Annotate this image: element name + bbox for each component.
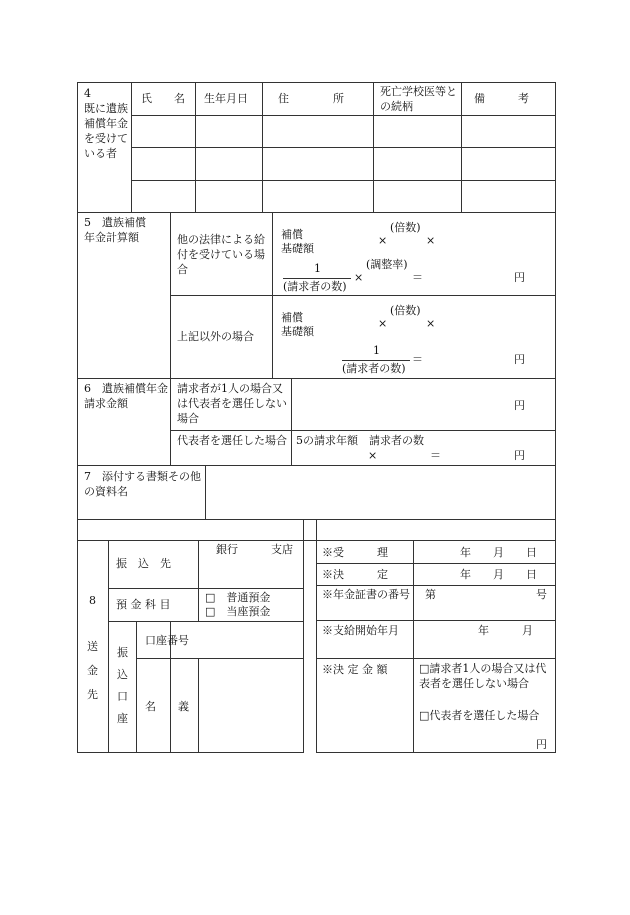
s6-row1-label: 請求者が1人の場合又は代表者を選任しない場合 (177, 382, 287, 425)
toza-checkbox[interactable]: □ 当座預金 (205, 605, 271, 618)
received-date: 年 月 日 (460, 546, 537, 559)
start-month-label: ※支給開始年月 (322, 624, 399, 637)
fraction-line (342, 360, 410, 361)
koza-char-1: 振 (117, 646, 128, 659)
section-6-label: 6 遺族補償年金請求金額 (84, 382, 168, 410)
furikomisaki-label: 振 込 先 (116, 557, 171, 570)
decided-date: 年 月 日 (460, 568, 537, 581)
header-address: 住 所 (278, 92, 344, 105)
fraction-line (283, 278, 351, 279)
koza-char-3: 口 (117, 690, 128, 703)
futsu-checkbox[interactable]: □ 普通預金 (205, 591, 271, 604)
s6-row2-formula: 5の請求年額 請求者の数 (296, 434, 424, 447)
decided-amount-label: ※決 定 金 額 (322, 663, 388, 676)
header-remarks: 備 考 (474, 92, 529, 105)
sokinsaki-char-1: 送 (87, 640, 98, 653)
start-month-value: 年 月 (478, 624, 533, 637)
header-birthdate: 生年月日 (204, 92, 248, 105)
certificate-number-label: ※年金証書の番号 (322, 588, 410, 601)
account-number-label: 口座番号 (145, 634, 189, 647)
s6-row2-label: 代表者を選任した場合 (177, 434, 287, 447)
option-single-claimant[interactable]: □請求者1人の場合又は代表者を選任しない場合 (419, 662, 547, 690)
koza-char-2: 込 (117, 668, 128, 681)
account-holder-label: 名 義 (145, 700, 189, 713)
s5-row2-label: 上記以外の場合 (177, 330, 254, 343)
section-4-label: 4 既に遺族補償年金を受けている者 (84, 87, 128, 160)
section-8-table (77, 540, 304, 753)
account-type-label: 預 金 科 目 (116, 598, 171, 611)
section-5-label: 5 遺族補償 年金計算額 (84, 216, 146, 244)
header-name: 氏 名 (141, 92, 185, 105)
section-7-label: 7 添付する書類その他の資料名 (84, 470, 201, 498)
sokinsaki-char-3: 先 (87, 688, 98, 701)
bank-branch-label: 銀行 支店 (216, 543, 293, 556)
received-label: ※受 理 (322, 546, 388, 559)
koza-char-4: 座 (117, 712, 128, 725)
header-relation: 死亡学校医等との続柄 (380, 85, 457, 113)
option-representative[interactable]: □代表者を選任した場合 (419, 709, 540, 722)
decided-label: ※決 定 (322, 568, 388, 581)
section-8-number: 8 (89, 594, 96, 607)
s5-row1-label: 他の法律による給付を受けている場合 (177, 233, 265, 276)
sokinsaki-char-2: 金 (87, 664, 98, 677)
